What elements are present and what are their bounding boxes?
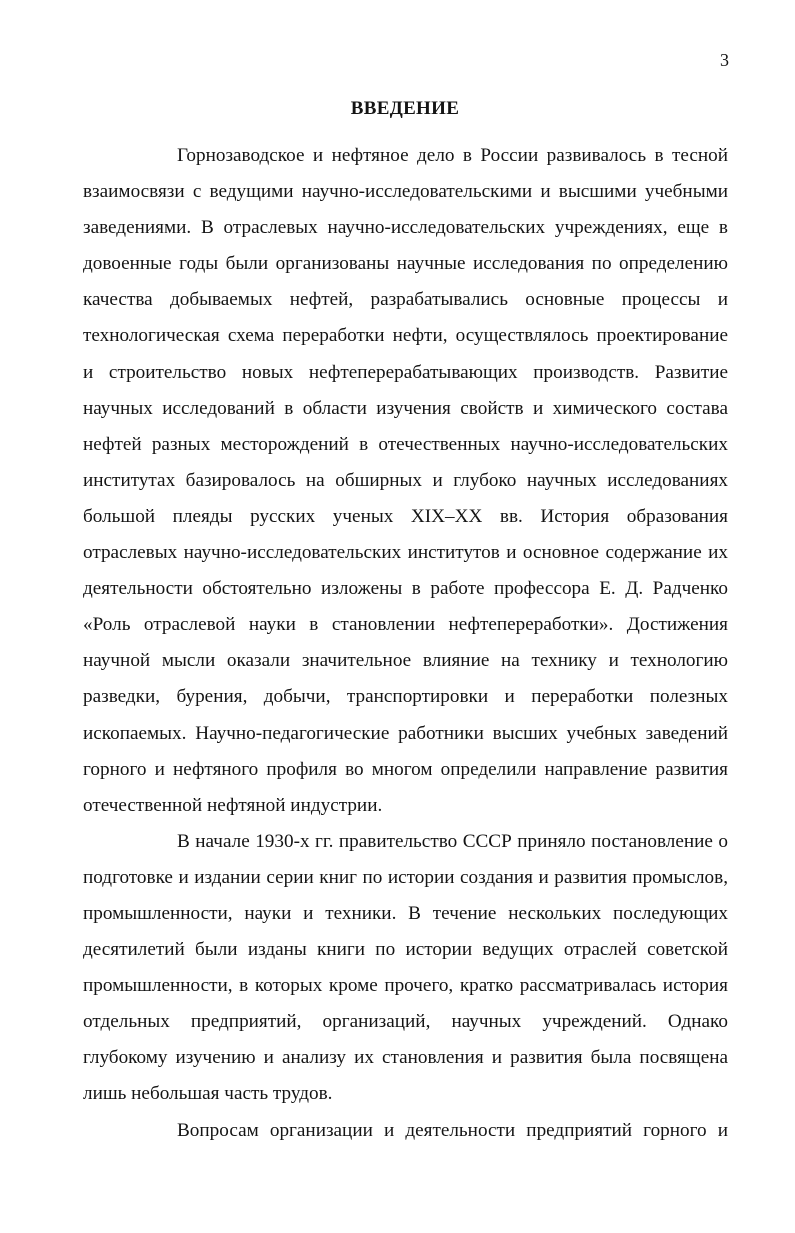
text-line: Горнозаводское и нефтяное дело в России развивалось в тесной — [177, 145, 728, 166]
text-line: деятельности обстоятельно изложены в работе профессора Е. Д. Радченко — [83, 578, 728, 600]
text-line: качества добываемых нефтей, разрабатывались основные процессы и — [83, 289, 728, 311]
text-line: довоенные годы были организованы научные исследования по определению — [83, 253, 728, 275]
text-line: отраслевых научно-исследовательских институтов и основное содержание их — [83, 542, 728, 564]
text-line: Вопросам организации и деятельности предприятий горного и — [177, 1119, 728, 1141]
text-line: разведки, бурения, добычи, транспортировки и переработки полезных — [83, 686, 728, 708]
text-line: «Роль отраслевой науки в становлении нефтепереработки». Достижения — [83, 614, 728, 636]
text-line: лишь небольшая часть трудов. — [83, 1083, 333, 1105]
text-line: отечественной нефтяной индустрии. — [83, 794, 383, 816]
paragraph — [83, 1113, 728, 1149]
page-title: ВВЕДЕНИЕ — [350, 98, 460, 119]
body-text — [83, 138, 728, 1149]
text-line: заведениями. В отраслевых научно-исследовательских учреждениях, еще в — [83, 217, 728, 239]
text-line: и строительство новых нефтеперерабатывающих производств. Развитие — [83, 361, 728, 383]
text-line: глубокому изучению и анализу их становления и развития была посвящена — [83, 1047, 728, 1069]
text-line: нефтей разных месторождений в отечественных научно-исследовательских — [83, 433, 728, 455]
text-line: В начале 1930-х гг. правительство СССР приняло постановление о — [177, 830, 728, 852]
paragraph — [83, 138, 728, 824]
text-line: отдельных предприятий, организаций, научных учреждений. Однако — [83, 1011, 728, 1033]
text-line: промышленности, в которых кроме прочего, кратко рассматривалась история — [83, 975, 728, 997]
text-line: большой плеяды русских ученых XIX–XX вв. История образования — [83, 505, 728, 527]
text-line: десятилетий были изданы книги по истории ведущих отраслей советской — [83, 939, 728, 961]
text-line: подготовке и издании серии книг по истории создания и развития промыслов, — [83, 866, 728, 888]
text-line: ископаемых. Научно-педагогические работники высших учебных заведений — [83, 722, 728, 744]
text-line: взаимосвязи с ведущими научно-исследовательскими и высшими учебными — [83, 181, 728, 203]
text-line: научной мысли оказали значительное влияние на технику и технологию — [83, 650, 728, 672]
text-line: научных исследований в области изучения свойств и химического состава — [83, 397, 728, 419]
text-line: горного и нефтяного профиля во многом определили направление развития — [83, 758, 728, 780]
text-line: институтах базировалось на обширных и глубоко научных исследованиях — [83, 469, 728, 491]
text-line: промышленности, науки и техники. В течение нескольких последующих — [83, 902, 728, 924]
text-line: технологическая схема переработки нефти, осуществлялось проектирование — [83, 325, 728, 347]
page-number: 3 — [720, 50, 729, 70]
paragraph — [83, 824, 728, 1113]
